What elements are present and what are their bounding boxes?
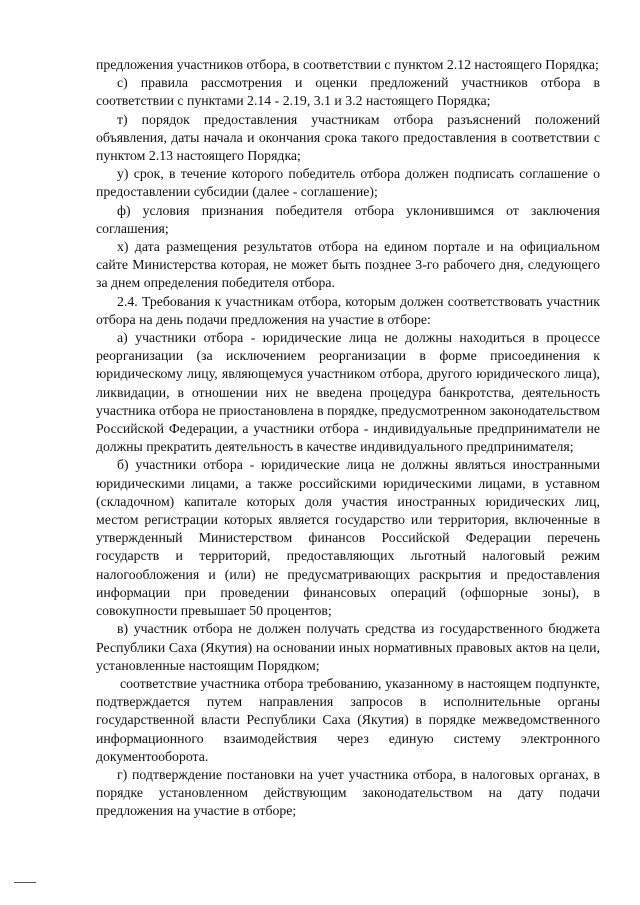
- paragraph-item-u: у) срок, в течение которого победитель отбора должен подписать соглашение о предоставлении субсидии (далее - соглашение);: [96, 166, 600, 200]
- paragraph-item-t: т) порядок предоставления участникам отбора разъяснений положений объявления, даты начала и окончания срока такого предоставления в соответствии с пунктом 2.13 настоящего Порядка;: [96, 111, 600, 164]
- document-body: [96, 56, 600, 821]
- paragraph-section-2-4: 2.4. Требования к участникам отбора, которым должен соответствовать участник отбора на день подачи предложения на участие в отборе:: [96, 293, 600, 327]
- paragraph-item-kh: х) дата размещения результатов отбора на едином портале и на официальном сайте Министерства которая, не может быть позднее 3-го рабочего дня, следующего за днем определения победителя отбора.: [96, 239, 600, 291]
- paragraph-item-g: г) подтверждение постановки на учет участника отбора, в налоговых органах, в порядке установленном действующим законодательством на дату подачи предложения на участие в отборе;: [96, 766, 600, 819]
- scan-mark: [14, 882, 36, 883]
- paragraph-item-a: а) участники отбора - юридические лица не должны находиться в процессе реорганизации (за исключением реорганизации в форме присоединения к юридическому лицу, являющемуся участником отбора, другого юридического лица), ликвидации, в отношении них не введена процедура банкротства, деятельность участника отбора не приостановлена в порядке, предусмотренном законодательством Российской Федерации, а участники отбора - индивидуальные предприниматели не должны прекратить деятельность в качестве индивидуального предпринимателя;: [96, 330, 600, 455]
- paragraph-item-f: ф) условия признания победителя отбора уклонившимся от заключения соглашения;: [96, 202, 600, 236]
- paragraph-item-v: в) участник отбора не должен получать средства из государственного бюджета Республики Саха (Якутия) на основании иных нормативных правовых актов на цели, установленные настоящим Порядком;: [96, 621, 600, 673]
- paragraph-item-v-note: соответствие участника отбора требованию, указанному в настоящем подпункте, подтверждается путем направления запросов в исполнительные органы государственной власти Республики Саха (Якутия) в порядке межведомственного информационного взаимодействия через единую систему электронного документооборота.: [96, 675, 600, 764]
- paragraph-continuation: предложения участников отбора, в соответствии с пунктом 2.12 настоящего Порядка;: [96, 57, 599, 72]
- paragraph-item-b: б) участники отбора - юридические лица не должны являться иностранными юридическими лицами, а также российскими юридическими лицами, в уставном (складочном) капитале которых доля участия иностранных юридических лиц, местом регистрации которых является государство или территория, включенные в утвержденный Министерством финансов Российской Федерации перечень государств и территорий, предоставляющих льготный налоговый режим налогообложения и (или) не предусматривающих раскрытия и предоставления информации при проведении финансовых операций (офшорные зоны), в совокупности превышает 50 процентов;: [96, 457, 600, 619]
- paragraph-item-s: с) правила рассмотрения и оценки предложений участников отбора в соответствии с пунктами 2.14 - 2.19, 3.1 и 3.2 настоящего Порядка;: [96, 75, 600, 109]
